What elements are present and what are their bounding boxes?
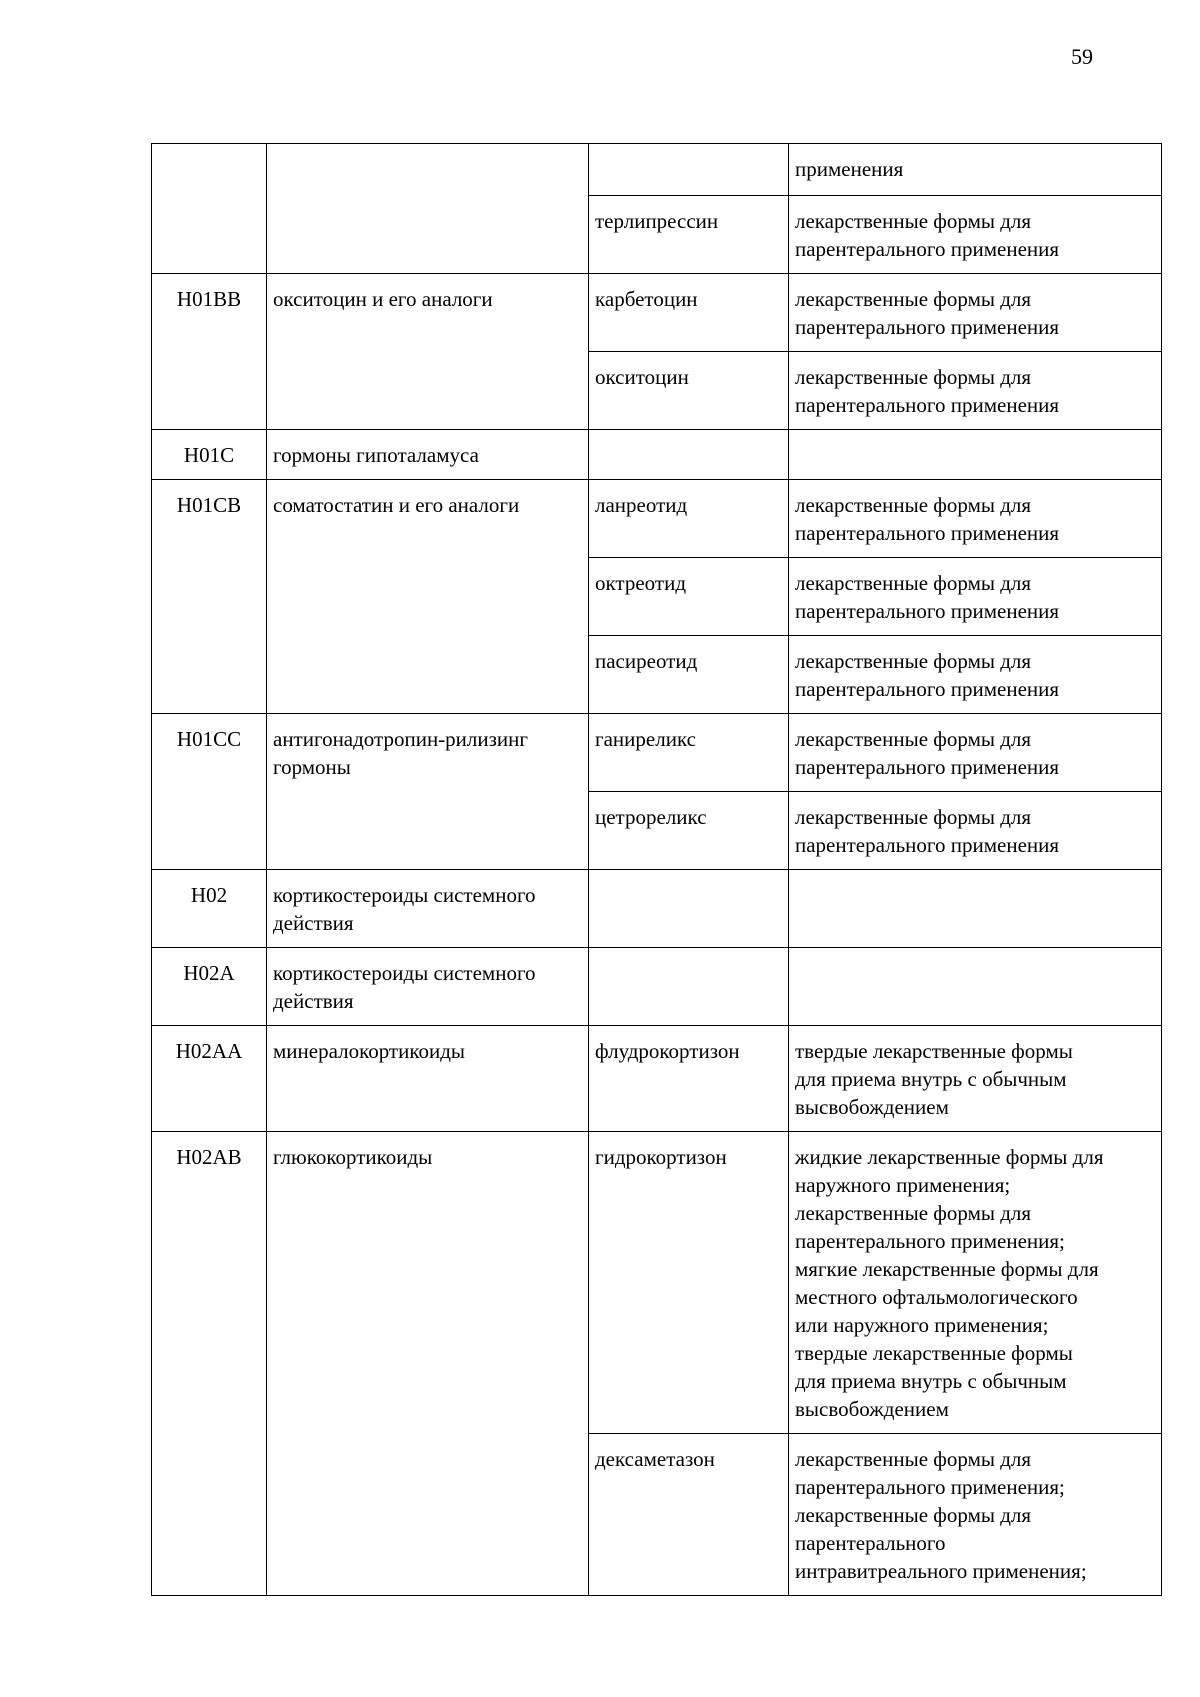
forms-line: парентерального применения xyxy=(795,393,1060,417)
group-cell xyxy=(267,274,589,430)
atc-code-cell xyxy=(152,144,267,274)
forms-line: парентерального применения xyxy=(795,521,1060,545)
atc-code-cell: H02 xyxy=(152,870,267,948)
drug-cell: цетрореликс xyxy=(589,792,789,870)
group-line: окситоцин и его аналоги xyxy=(273,287,493,311)
group-cell xyxy=(267,1026,589,1132)
forms-cell xyxy=(789,870,1162,948)
forms-line: лекарственные формы для xyxy=(795,571,1032,595)
forms-cell xyxy=(789,558,1162,636)
forms-line: наружного применения; xyxy=(795,1173,1011,1197)
atc-code-cell: H02AA xyxy=(152,1026,267,1132)
group-line: действия xyxy=(273,989,354,1013)
drug-cell: гидрокортизон xyxy=(589,1132,789,1434)
forms-line: лекарственные формы для xyxy=(795,493,1032,517)
group-cell xyxy=(267,430,589,480)
forms-line: мягкие лекарственные формы для xyxy=(795,1257,1099,1281)
drug-cell xyxy=(589,144,789,196)
table-row xyxy=(152,480,1162,558)
group-line: глюкокортикоиды xyxy=(273,1145,433,1169)
group-line: гормоны гипоталамуса xyxy=(273,443,479,467)
group-cell xyxy=(267,144,589,274)
page-number: 59 xyxy=(1071,44,1093,69)
forms-line: парентерального применения xyxy=(795,315,1060,339)
drug-cell: октреотид xyxy=(589,558,789,636)
forms-line: для приема внутрь с обычным xyxy=(795,1369,1067,1393)
forms-line: для приема внутрь с обычным xyxy=(795,1067,1067,1091)
table-row xyxy=(152,870,1162,948)
drug-cell xyxy=(589,430,789,480)
forms-cell xyxy=(789,480,1162,558)
table-row xyxy=(152,144,1162,196)
forms-line: лекарственные формы для xyxy=(795,1447,1032,1471)
group-line: соматостатин и его аналоги xyxy=(273,493,520,517)
forms-line: лекарственные формы для xyxy=(795,649,1032,673)
forms-line: лекарственные формы для xyxy=(795,209,1032,233)
drug-cell: флудрокортизон xyxy=(589,1026,789,1132)
forms-cell xyxy=(789,714,1162,792)
forms-line: лекарственные формы для xyxy=(795,805,1032,829)
drug-cell xyxy=(589,948,789,1026)
forms-line: парентерального применения xyxy=(795,755,1060,779)
drug-cell: окситоцин xyxy=(589,352,789,430)
atc-code-cell: H01C xyxy=(152,430,267,480)
atc-code-cell: H01CB xyxy=(152,480,267,714)
forms-line: парентерального применения xyxy=(795,599,1060,623)
atc-code-cell: H02AB xyxy=(152,1132,267,1596)
drug-cell xyxy=(589,870,789,948)
forms-line: высвобождением xyxy=(795,1397,949,1421)
table-row xyxy=(152,430,1162,480)
forms-cell xyxy=(789,352,1162,430)
forms-cell xyxy=(789,144,1162,196)
table-row xyxy=(152,1026,1162,1132)
forms-line: парентерального xyxy=(795,1531,946,1555)
table-row xyxy=(152,274,1162,352)
forms-line: лекарственные формы для xyxy=(795,287,1032,311)
group-line: антигонадотропин-рилизинг xyxy=(273,727,529,751)
group-line: минералокортикоиды xyxy=(273,1039,466,1063)
group-cell xyxy=(267,714,589,870)
forms-line: местного офтальмологического xyxy=(795,1285,1078,1309)
forms-line: парентерального применения; xyxy=(795,1229,1065,1253)
table-row xyxy=(152,714,1162,792)
group-line: действия xyxy=(273,911,354,935)
drug-table xyxy=(151,143,1162,1596)
drug-cell: ганиреликс xyxy=(589,714,789,792)
drug-cell: терлипрессин xyxy=(589,196,789,274)
forms-line: парентерального применения xyxy=(795,237,1060,261)
group-line: кортикостероиды системного xyxy=(273,961,536,985)
atc-code-cell: H01CC xyxy=(152,714,267,870)
forms-cell xyxy=(789,792,1162,870)
forms-line: применения xyxy=(795,157,904,181)
group-cell xyxy=(267,480,589,714)
drug-cell: карбетоцин xyxy=(589,274,789,352)
group-line: кортикостероиды системного xyxy=(273,883,536,907)
forms-cell xyxy=(789,948,1162,1026)
forms-line: лекарственные формы для xyxy=(795,1201,1032,1225)
group-cell xyxy=(267,870,589,948)
forms-line: интравитреального применения; xyxy=(795,1559,1087,1583)
drug-cell: дексаметазон xyxy=(589,1434,789,1596)
forms-cell xyxy=(789,1434,1162,1596)
forms-line: парентерального применения xyxy=(795,833,1060,857)
atc-code-cell: H02A xyxy=(152,948,267,1026)
forms-line: или наружного применения; xyxy=(795,1313,1049,1337)
forms-cell xyxy=(789,430,1162,480)
forms-line: парентерального применения; xyxy=(795,1475,1065,1499)
table-row xyxy=(152,1132,1162,1434)
group-line: гормоны xyxy=(273,755,351,779)
forms-line: жидкие лекарственные формы для xyxy=(795,1145,1104,1169)
forms-line: парентерального применения xyxy=(795,677,1060,701)
forms-cell xyxy=(789,636,1162,714)
forms-cell xyxy=(789,274,1162,352)
group-cell xyxy=(267,1132,589,1596)
forms-line: лекарственные формы для xyxy=(795,1503,1032,1527)
forms-line: твердые лекарственные формы xyxy=(795,1341,1073,1365)
table-row xyxy=(152,948,1162,1026)
group-cell xyxy=(267,948,589,1026)
forms-line: лекарственные формы для xyxy=(795,365,1032,389)
drug-cell: пасиреотид xyxy=(589,636,789,714)
drug-cell: ланреотид xyxy=(589,480,789,558)
forms-cell xyxy=(789,196,1162,274)
forms-line: лекарственные формы для xyxy=(795,727,1032,751)
forms-line: высвобождением xyxy=(795,1095,949,1119)
forms-cell xyxy=(789,1132,1162,1434)
forms-cell xyxy=(789,1026,1162,1132)
forms-line: твердые лекарственные формы xyxy=(795,1039,1073,1063)
atc-code-cell: H01BB xyxy=(152,274,267,430)
